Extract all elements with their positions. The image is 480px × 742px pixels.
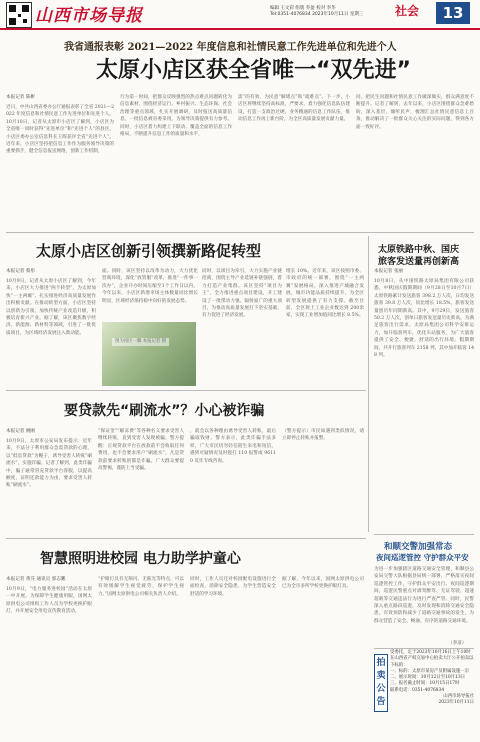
lead-col2: 行为第一时间，把群众反映强烈的热点难点问题转化为信息素材。围绕经济运行、乡村振兴、生态环保、社会治理等重点领域，扎实开展调研，及时报送高质量信息，一批信息被省委采用，为领导决策提供有力参考。同时，小店区着力构建上下联动、覆盖全面的信息工作格局，不断提升信息工作的质量和水平，	[120, 95, 232, 138]
story2-byline: 本报记者 蔡彤	[6, 269, 36, 274]
railway-byline: 本报记者 张丽	[374, 269, 404, 274]
lead-col4: 同，把民生问题和社情民意工作做深做实，群众满意度不断提升。记者了解到，去年以来，小店区围绕群众急难愁盼，深入基层，倾听民声，梳理汇总社情民意信息上百条，推动解决了一批群众关心关注的实际问题，得到各方面一致好评。	[356, 95, 474, 130]
notice-line: 受委托，定于2023年10月16日上午10时在山西省产权交易中心拍卖大厅公开拍卖以下标的：	[390, 650, 474, 668]
story2-col3: 同时，以项目为牵引，大力实施产业链招商，围绕主导产业延链补链强链，着力打造产业集群。该区坚持“项目为王”，全力推进重点项目建设，开工建设了一批带动力强、辐射面广的重大项目，为推动高质量发展打下坚实基础，有力促进了经济发展。	[202, 269, 282, 319]
story2-col1: 10月9日，记者从太原小店区了解到，今年来，小店区大力推进“两个转型”，为太原加快“一主两翼”、扎实推进经济高质量发展作出积极贡献。在推动转型方面，小店区坚持以创新为引领，加快传统产业改造升级，积极培育新兴产业。据了解，该区聚焦数字经济、新能源、新材料等领域，引进了一批优质项目，为区域经济发展注入新动能。	[6, 279, 96, 336]
edition-date: Tel:0351-4076834 2023年10月11日 星期三	[270, 12, 364, 17]
campus-col4: 据了解，今年以来，国网太原供电公司已为全市多所学校更换护眼灯具。	[282, 577, 364, 590]
story2-col2: 面。同时，该区坚持以改革为动力，大力优化营商环境，深化“放管服”改革，推进“一件事一次办”，企业开办时间压缩至1个工作日以内。今年以来，小店区新增市场主体数量同比增长明显，区域经济保持稳中向好的发展态势。	[102, 269, 198, 304]
notice-line: 一、标的：太原市某房产及附属设施一宗	[390, 668, 470, 674]
fraud-byline: 本报记者 姚刚	[6, 429, 36, 434]
campus-byline: 本报记者 黄芬 通讯员 郭志鹏	[6, 577, 66, 582]
edition-info	[270, 6, 363, 18]
lead-kicker: 我省通报表彰 2021—2022 年度信息和社情民意工作先进单位和先进个人	[64, 42, 397, 53]
page-number: 13	[436, 2, 470, 24]
column-rule	[368, 236, 369, 532]
lead-col3: 需”的有效，为民意“解堵点”和“疏难点”。下一步，小店区将继续坚持高标准，严要求，着力强化信息队伍建设，打造一支政治过硬、业务精通的信息工作队伍，推动信息工作再上新台阶，为全区高质量发展贡献力量。	[238, 95, 350, 123]
story2-headline: 太原小店区创新引领撰新路促转型	[36, 242, 262, 260]
divider	[6, 390, 366, 391]
notice-line: 二、展示时间：10月12日至10月13日	[390, 675, 466, 681]
qr-code-icon	[6, 2, 32, 28]
divider	[374, 534, 474, 535]
masthead	[0, 0, 480, 28]
newspaper-logo: 山西市场导报	[35, 6, 143, 26]
fraud-col3: ，就会以各种理由诱导受害人转账，最后骗取钱财。警方表示，此类诈骗手法多样，广大市民切勿轻信陌生来电和短信，遇到可疑情况及时拨打 110 报警或 96110 反诈专线咨询。	[190, 429, 276, 464]
railway-body: 10月8日，从中国铁路太原局集团有限公司获悉，中秋国庆假期期间（9月28日至10月7日）太原铁路累计发送旅客 398.2 万人次，日均发送旅客 39.8 万人次，同比增长 18.5%，旅客发送量创历年同期新高。其中，9月29日，发送旅客 50.2 万人次，创单日旅客发送量历史新高。为满足旅客出行需求，太原局集团公司科学安排运力，加开临客列车，优化车站服务，为广大旅客提供了安全、便捷、舒适的出行环境。假期期间，共开行旅客列车 2158 列，其中加开临客 148 列。	[374, 279, 474, 359]
notice-text	[390, 650, 474, 707]
masthead-rule	[0, 28, 480, 30]
fraud-col4: （警方提示）市民如遇到类似情况，请立即停止转账并报警。	[282, 429, 364, 442]
campus-col1: 10月9日，“电力服务进校园”活动在太原一中开展。为保障学生健康用眼，国网太原供电公司组织工作人员为学校更换护眼灯，并开展安全用电宣传教育活动。	[6, 587, 92, 615]
traffic-body: 为进一步加强辖区道路交通安全管理，和顺县公安局交警大队根据县局统一部署，严格落实夜间巡逻管控工作，守护群众平安出行。夜间巡逻期间，巡逻民警重点对酒驾醉驾、无证驾驶、超速超载等交通违法行为进行严查严管。同时，民警深入重点路段巡逻，及时发现和消除交通安全隐患，有效预防和减少了道路交通事故的发生，为群众营造了安全、畅通、有序的道路交通环境。	[374, 567, 474, 624]
divider	[6, 538, 366, 539]
traffic-signoff: （李彦）	[448, 641, 467, 646]
edition-staff: 编辑 王文彩 组版 乔盈 校对 李华	[270, 6, 336, 11]
notice-line: 2023年10月11日	[438, 700, 474, 706]
fraud-headline: 要贷款先“刷流水”？小心被诈骗	[64, 403, 265, 419]
divider	[6, 232, 474, 233]
traffic-headline-2: 夜间巡逻管控 守护群众平安	[376, 553, 469, 562]
railway-headline-2: 旅客发送量再创新高	[378, 257, 460, 267]
campus-col3: 同时，工作人员还对校园配电设施进行全面检查，消除安全隐患，为学生营造安全舒适的学习环境。	[190, 577, 276, 597]
notice-line: 三、报名截止时间：10月15日17时	[390, 681, 460, 687]
fraud-col2: “保证金”“解冻费”等各种名义要求受害人继续转账，直到受害人发现被骗。警方提醒：正规贷款平台在放款前不会收取任何费用，也不会要求用户“刷流水”，凡是贷款前要求转账的都是诈骗。广大群众要提高警惕，谨防上当受骗。	[98, 429, 184, 472]
notice-line: 联系电话：0351-4076834	[390, 687, 445, 693]
notice-label: 拍卖公告	[374, 654, 388, 712]
lead-byline: 本报记者 陈彬	[6, 95, 36, 100]
campus-headline: 智慧照明进校园 电力助学护童心	[40, 551, 241, 567]
fraud-col1: 10月9日，太原市公安局发布提示：近年来，不法分子利用群众急需贷款的心理，以“低息贷款”为幌子，诱导受害人转账“刷流水”，实施诈骗。记者了解到，此类诈骗中，骗子通常冒充贷款平台客服，以提高额度、证明还款能力为由，要求受害人转账“刷流水”。	[6, 439, 92, 489]
lead-col1: 近日，中共山西省委办公厅通报表彰了全省 2021—2022 年度信息和社情民意工作先进单位和先进个人。10月10日，记者从太原市小店区了解到，小店区为全省唯一同时获得“先进单位”和“先进个人”的县区。小店区委办公室信息科长王晖获评全省“先进个人”。近年来，小店区坚持把信息工作作为服务领导决策的重要抓手，健全信息报送网络，创新工作机制，	[6, 105, 114, 155]
campus-col2: “护眼灯具有无频闪、无眩光等特点，可以有效缓解学生视觉疲劳，保护学生视力。”国网太原供电公司相关负责人介绍。	[98, 577, 184, 597]
divider	[374, 648, 474, 649]
story2-col4: 增长 10%。近年来，该区按照市委、市政府的统一部署，围绕“一主两翼”发展格局，深入推进产城融合发展，城市功能品质持续提升，为全区转型发展提供了有力支撑。截至目前，全区规上工业企业数达到 200余家，实现工业增加值同比增长 8.5%。	[286, 269, 364, 319]
section-name: 社会	[395, 4, 420, 18]
traffic-headline-1: 和顺交警加强常态	[384, 542, 453, 552]
lead-headline: 太原小店区获全省唯一“双先进”	[96, 58, 411, 83]
story2-photo	[102, 322, 196, 386]
notice-line: 山西市场导报社	[443, 694, 474, 700]
story2-photo-caption: 图为园区一隅 本报记者 摄	[112, 338, 169, 346]
railway-headline-1: 太原铁路中秋、国庆	[378, 245, 460, 255]
